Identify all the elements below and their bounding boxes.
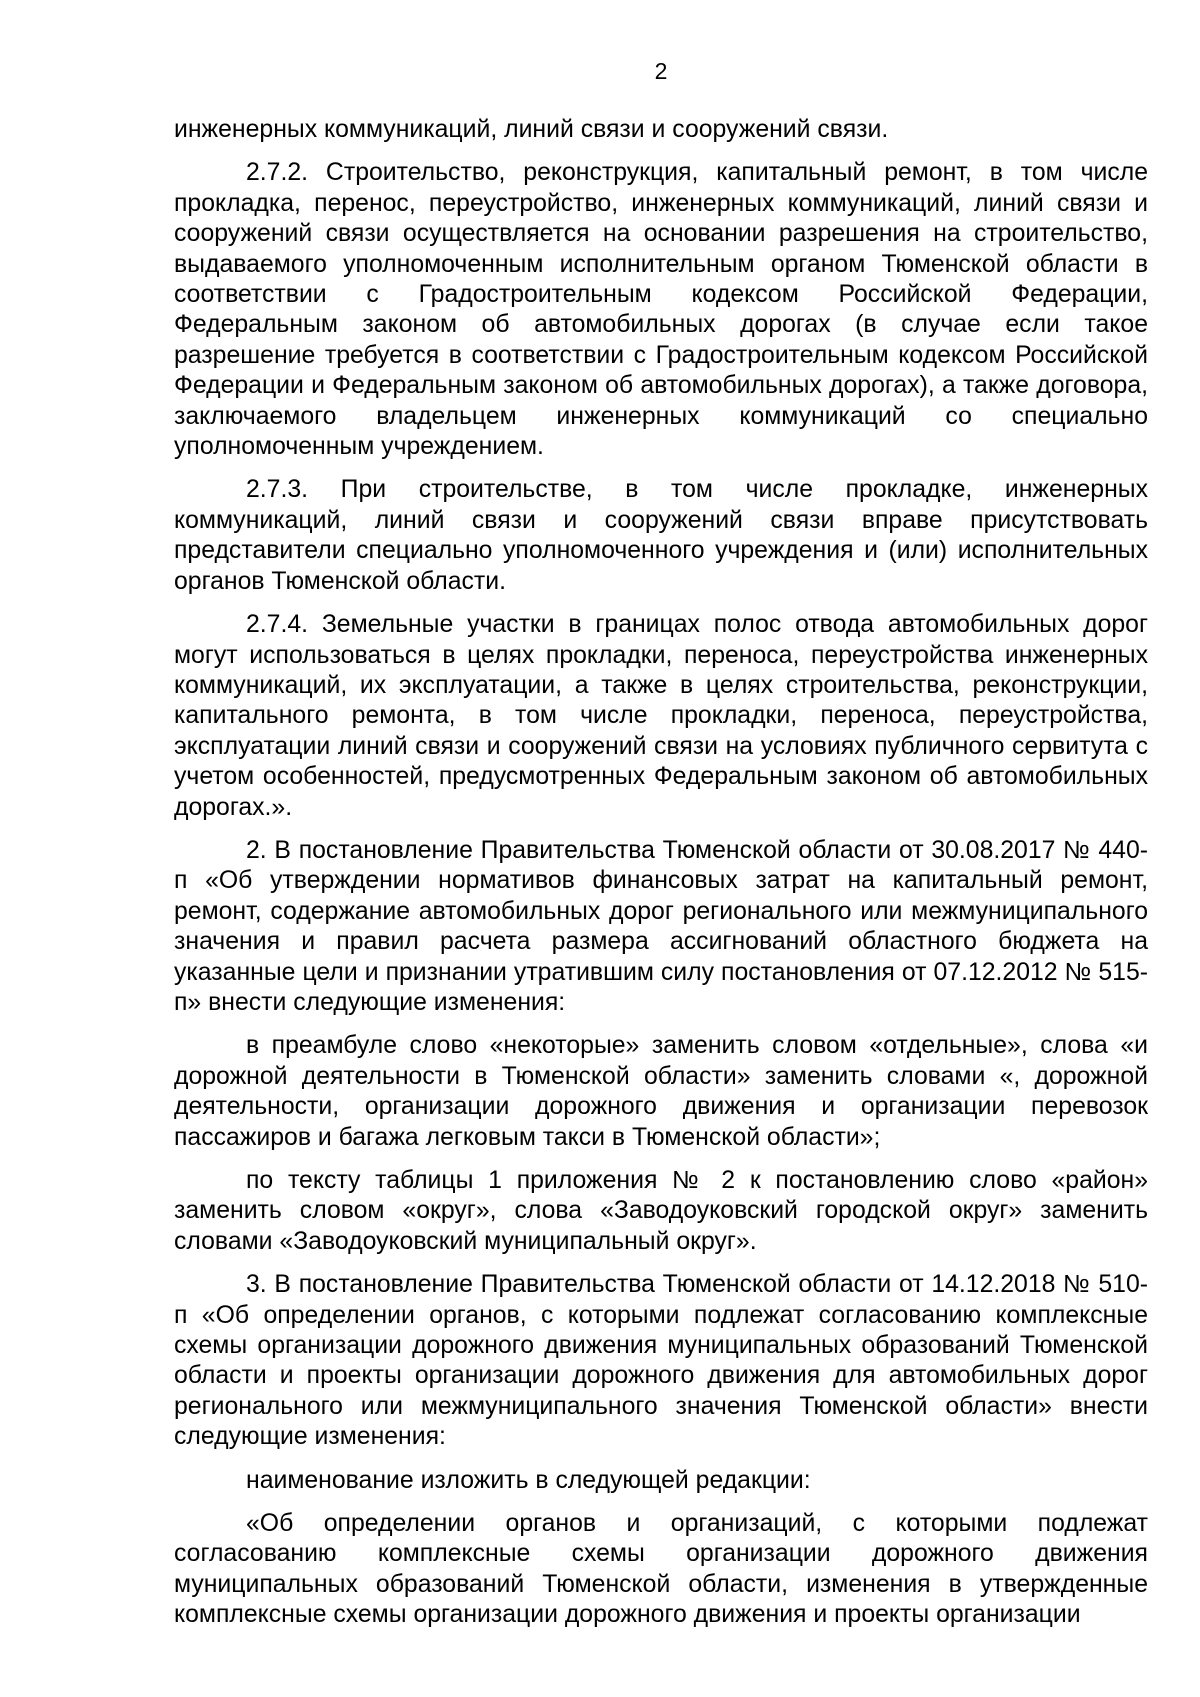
- paragraph-title-change: наименование изложить в следующей редакции:: [246, 1466, 811, 1494]
- paragraph-preamble-change: в преамбуле слово «некоторые» заменить словом «отдельные», слова «и дорожной деятельности в Тюменской области» заменить словами «, дорожной деятельности, организации дорожного движения и организации перевозок пассажиров и багажа легковым такси в Тюменской области»;: [174, 1032, 1148, 1151]
- paragraph-2-7-4: 2.7.4. Земельные участки в границах полос отвода автомобильных дорог могут использоваться в целях прокладки, переноса, переустройства инженерных коммуникаций, их эксплуатации, а также в целях строительства, реконструкции, капитального ремонта, в том числе прокладки, переноса, переустройства, эксплуатации линий связи и сооружений связи на условиях публичного сервитута с учетом особенностей, предусмотренных Федеральным законом об автомобильных дорогах.».: [174, 611, 1148, 821]
- paragraph-2-7-3: 2.7.3. При строительстве, в том числе прокладке, инженерных коммуникаций, линий связи и сооружений связи вправе присутствовать представители специально уполномоченного учреждения и (или) исполнительных органов Тюменской области.: [174, 476, 1148, 595]
- paragraph-new-title: «Об определении органов и организаций, с которыми подлежат согласованию комплексные схемы организации дорожного движения муниципальных образований Тюменской области, изменения в утвержденные комплексные схемы организации дорожного движения и проекты организации: [174, 1510, 1148, 1629]
- document-body: [174, 115, 1148, 1644]
- paragraph-continuation: инженерных коммуникаций, линий связи и сооружений связи.: [174, 116, 889, 143]
- paragraph-table-change: по тексту таблицы 1 приложения № 2 к постановлению слово «район» заменить словом «округ», слова «Заводоуковский городской округ» заменить словами «Заводоуковский муниципальный округ».: [174, 1167, 1148, 1255]
- page-number: 2: [654, 58, 668, 84]
- paragraph-item-3: 3. В постановление Правительства Тюменской области от 14.12.2018 № 510-п «Об определении органов, с которыми подлежат согласованию комплексные схемы организации дорожного движения муниципальных образований Тюменской области и проекты организации дорожного движения для автомобильных дорог регионального или межмуниципального значения Тюменской области» внести следующие изменения:: [174, 1271, 1148, 1451]
- paragraph-2-7-2: 2.7.2. Строительство, реконструкция, капитальный ремонт, в том числе прокладка, перенос, переустройство, инженерных коммуникаций, линий связи и сооружений связи осуществляется на основании разрешения на строительство, выдаваемого уполномоченным исполнительным органом Тюменской области в соответствии с Градостроительным кодексом Российской Федерации, Федеральным законом об автомобильных дорогах (в случае если такое разрешение требуется в соответствии с Градостроительным кодексом Российской Федерации и Федеральным законом об автомобильных дорогах), а также договора, заключаемого владельцем инженерных коммуникаций со специально уполномоченным учреждением.: [174, 159, 1148, 461]
- paragraph-item-2: 2. В постановление Правительства Тюменской области от 30.08.2017 № 440-п «Об утверждении нормативов финансовых затрат на капитальный ремонт, ремонт, содержание автомобильных дорог регионального или межмуниципального значения и правил расчета размера ассигнований областного бюджета на указанные цели и признании утратившим силу постановления от 07.12.2012 № 515-п» внести следующие изменения:: [174, 836, 1148, 1016]
